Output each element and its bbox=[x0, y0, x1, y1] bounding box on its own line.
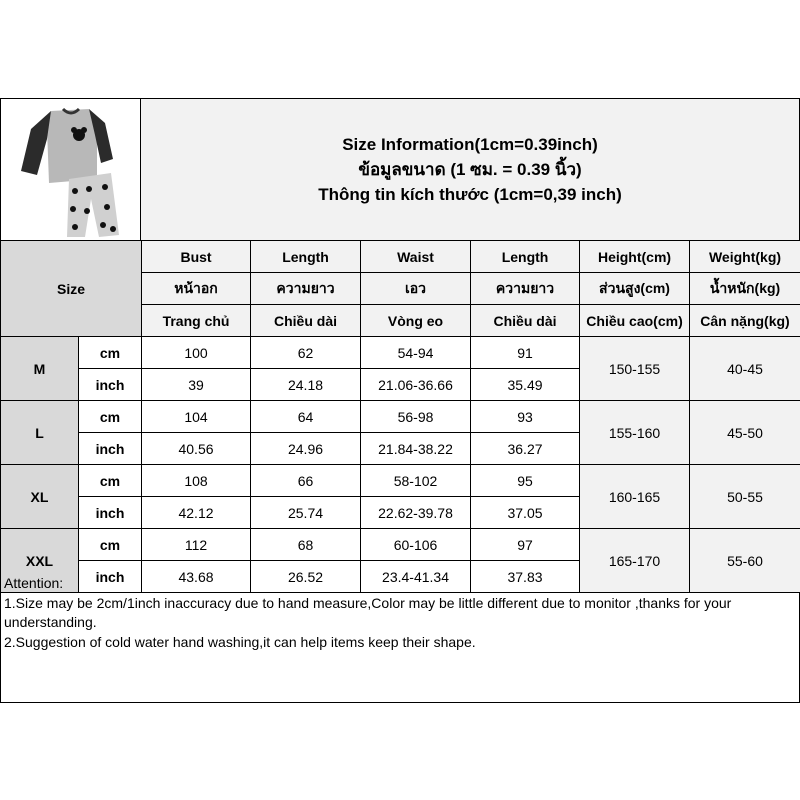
waist-cm: 58-102 bbox=[361, 465, 471, 497]
column-header-length-thai: ความยาว bbox=[251, 273, 361, 305]
top-length-cm: 68 bbox=[251, 529, 361, 561]
pants-length-inch: 36.27 bbox=[471, 433, 580, 465]
attention-heading: Attention: bbox=[4, 575, 64, 591]
header-row-english bbox=[1, 241, 800, 273]
column-header-length-thai: ความยาว bbox=[471, 273, 580, 305]
title-english: Size Information(1cm=0.39inch) bbox=[342, 135, 598, 154]
pants-length-inch: 35.49 bbox=[471, 369, 580, 401]
column-header-weight-vietnamese: Cân nặng(kg) bbox=[690, 305, 800, 337]
weight-range: 55-60 bbox=[690, 529, 800, 593]
bust-inch: 40.56 bbox=[142, 433, 251, 465]
height-range: 160-165 bbox=[580, 465, 690, 529]
pants-length-cm: 93 bbox=[471, 401, 580, 433]
pants-length-cm: 91 bbox=[471, 337, 580, 369]
weight-range: 50-55 bbox=[690, 465, 800, 529]
column-header-height-thai: ส่วนสูง(cm) bbox=[580, 273, 690, 305]
column-header-waist: Waist bbox=[361, 241, 471, 273]
top-length-inch: 26.52 bbox=[251, 561, 361, 593]
size-name-xl: XL bbox=[1, 465, 79, 529]
column-header-bust-vietnamese: Trang chủ bbox=[142, 305, 251, 337]
product-image bbox=[1, 99, 141, 240]
height-range: 150-155 bbox=[580, 337, 690, 401]
weight-range: 45-50 bbox=[690, 401, 800, 465]
bust-inch: 39 bbox=[142, 369, 251, 401]
pants-length-cm: 95 bbox=[471, 465, 580, 497]
unit-cm: cm bbox=[79, 401, 142, 433]
waist-inch: 21.06-36.66 bbox=[361, 369, 471, 401]
column-header-length-vietnamese: Chiều dài bbox=[471, 305, 580, 337]
unit-inch: inch bbox=[79, 369, 142, 401]
waist-cm: 56-98 bbox=[361, 401, 471, 433]
top-length-cm: 66 bbox=[251, 465, 361, 497]
size-table bbox=[0, 240, 800, 593]
unit-cm: cm bbox=[79, 465, 142, 497]
unit-inch: inch bbox=[79, 497, 142, 529]
attention-note-1: 1.Size may be 2cm/1inch inaccuracy due to hand measure,Color may be little different due to monitor ,thanks for your understanding. bbox=[4, 594, 732, 630]
waist-inch: 21.84-38.22 bbox=[361, 433, 471, 465]
attention-notes bbox=[4, 574, 794, 652]
size-name-xxl: XXL bbox=[1, 529, 79, 593]
height-range: 155-160 bbox=[580, 401, 690, 465]
pants-length-cm: 97 bbox=[471, 529, 580, 561]
table-row bbox=[1, 465, 800, 497]
table-row bbox=[1, 529, 800, 561]
title-vietnamese: Thông tin kích thước (1cm=0,39 inch) bbox=[318, 185, 622, 204]
size-name-m: M bbox=[1, 337, 79, 401]
column-header-waist-vietnamese: Vòng eo bbox=[361, 305, 471, 337]
table-row bbox=[1, 401, 800, 433]
attention-note-2: 2.Suggestion of cold water hand washing,it can help items keep their shape. bbox=[4, 633, 476, 650]
waist-cm: 54-94 bbox=[361, 337, 471, 369]
unit-inch: inch bbox=[79, 561, 142, 593]
top-length-inch: 24.18 bbox=[251, 369, 361, 401]
column-header-length: Length bbox=[251, 241, 361, 273]
column-header-waist-thai: เอว bbox=[361, 273, 471, 305]
top-length-cm: 62 bbox=[251, 337, 361, 369]
bust-inch: 43.68 bbox=[142, 561, 251, 593]
title-thai: ข้อมูลขนาด (1 ซม. = 0.39 นิ้ว) bbox=[358, 160, 582, 179]
column-header-bust: Bust bbox=[142, 241, 251, 273]
bust-cm: 112 bbox=[142, 529, 251, 561]
column-header-height-vietnamese: Chiều cao(cm) bbox=[580, 305, 690, 337]
unit-cm: cm bbox=[79, 337, 142, 369]
size-header: Size bbox=[1, 241, 142, 337]
height-range: 165-170 bbox=[580, 529, 690, 593]
waist-cm: 60-106 bbox=[361, 529, 471, 561]
bust-cm: 100 bbox=[142, 337, 251, 369]
column-header-weight-thai: น้ำหนัก(kg) bbox=[690, 273, 800, 305]
table-row bbox=[1, 337, 800, 369]
waist-inch: 22.62-39.78 bbox=[361, 497, 471, 529]
unit-cm: cm bbox=[79, 529, 142, 561]
column-header-length-vietnamese: Chiều dài bbox=[251, 305, 361, 337]
weight-range: 40-45 bbox=[690, 337, 800, 401]
bust-cm: 104 bbox=[142, 401, 251, 433]
waist-inch: 23.4-41.34 bbox=[361, 561, 471, 593]
size-information-title bbox=[141, 99, 799, 240]
bust-inch: 42.12 bbox=[142, 497, 251, 529]
column-header-height: Height(cm) bbox=[580, 241, 690, 273]
column-header-length: Length bbox=[471, 241, 580, 273]
size-name-l: L bbox=[1, 401, 79, 465]
top-length-cm: 64 bbox=[251, 401, 361, 433]
top-length-inch: 24.96 bbox=[251, 433, 361, 465]
bust-cm: 108 bbox=[142, 465, 251, 497]
pants-length-inch: 37.05 bbox=[471, 497, 580, 529]
top-length-inch: 25.74 bbox=[251, 497, 361, 529]
unit-inch: inch bbox=[79, 433, 142, 465]
column-header-bust-thai: หน้าอก bbox=[142, 273, 251, 305]
column-header-weight: Weight(kg) bbox=[690, 241, 800, 273]
pants-length-inch: 37.83 bbox=[471, 561, 580, 593]
